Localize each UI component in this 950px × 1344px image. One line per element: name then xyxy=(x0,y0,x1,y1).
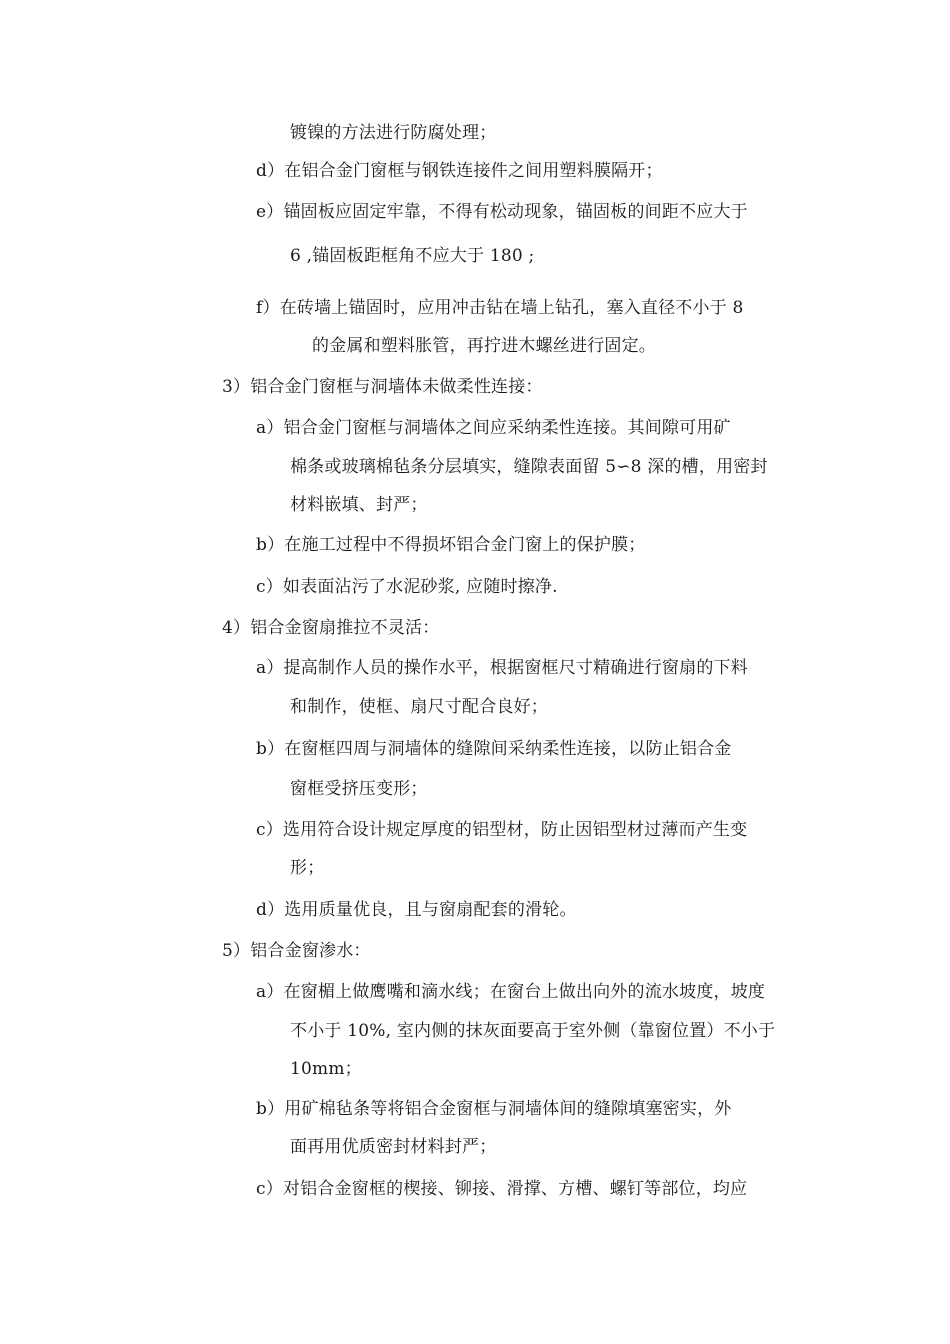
list-item-b: b）在施工过程中不得损坏铝合金门窗上的保护膜； xyxy=(256,535,646,555)
text-line: 和制作，使框、扇尺寸配合良好； xyxy=(290,697,548,717)
section-heading-4: 4）铝合金窗扇推拉不灵活： xyxy=(222,618,440,638)
list-item-c: c）选用符合设计规定厚度的铝型材，防止因铝型材过薄而产生变 xyxy=(256,820,748,840)
text-line: 10mm； xyxy=(290,1059,362,1079)
list-item-a: a）提高制作人员的操作水平，根据窗框尺寸精确进行窗扇的下料 xyxy=(256,658,748,678)
text-line: 不小于 10%, 室内侧的抹灰面要高于室外侧（靠窗位置）不小于 xyxy=(290,1021,776,1041)
list-item-a: a）铝合金门窗框与洞墙体之间应采纳柔性连接。其间隙可用矿 xyxy=(256,418,731,438)
list-item-e: e）锚固板应固定牢靠，不得有松动现象，锚固板的间距不应大于 xyxy=(256,202,748,222)
text-line: 6 ,锚固板距框角不应大于 180 ; xyxy=(290,246,535,266)
text-line: 材料嵌填、封严； xyxy=(290,495,428,515)
section-heading-3: 3）铝合金门窗框与洞墙体未做柔性连接： xyxy=(222,377,543,397)
list-item-d: d）在铝合金门窗框与钢铁连接件之间用塑料膜隔开； xyxy=(256,161,663,181)
list-item-b: b）用矿棉毡条等将铝合金窗框与洞墙体间的缝隙填塞密实，外 xyxy=(256,1099,732,1119)
text-line: 窗框受挤压变形； xyxy=(290,779,428,799)
text-line: 形； xyxy=(290,858,325,878)
list-item-c: c）如表面沾污了水泥砂浆, 应随时擦净. xyxy=(256,577,558,597)
text-line: 镀镍的方法进行防腐处理； xyxy=(290,123,497,143)
list-item-c: c）对铝合金窗框的楔接、铆接、滑撑、方槽、螺钉等部位，均应 xyxy=(256,1179,748,1199)
text-line: 的金属和塑料胀管，再拧进木螺丝进行固定。 xyxy=(312,336,656,356)
list-item-a: a）在窗楣上做鹰嘴和滴水线；在窗台上做出向外的流水坡度，坡度 xyxy=(256,982,766,1002)
section-heading-5: 5）铝合金窗渗水： xyxy=(222,941,371,961)
text-line: 面再用优质密封材料封严； xyxy=(290,1137,497,1157)
text-line: 棉条或玻璃棉毡条分层填实，缝隙表面留 5∽8 深的槽，用密封 xyxy=(290,457,768,477)
list-item-b: b）在窗框四周与洞墙体的缝隙间采纳柔性连接，以防止铝合金 xyxy=(256,739,732,759)
list-item-d: d）选用质量优良，且与窗扇配套的滑轮。 xyxy=(256,900,577,920)
list-item-f: f）在砖墙上锚固时，应用冲击钻在墙上钻孔，塞入直径不小于 8 xyxy=(256,298,744,318)
